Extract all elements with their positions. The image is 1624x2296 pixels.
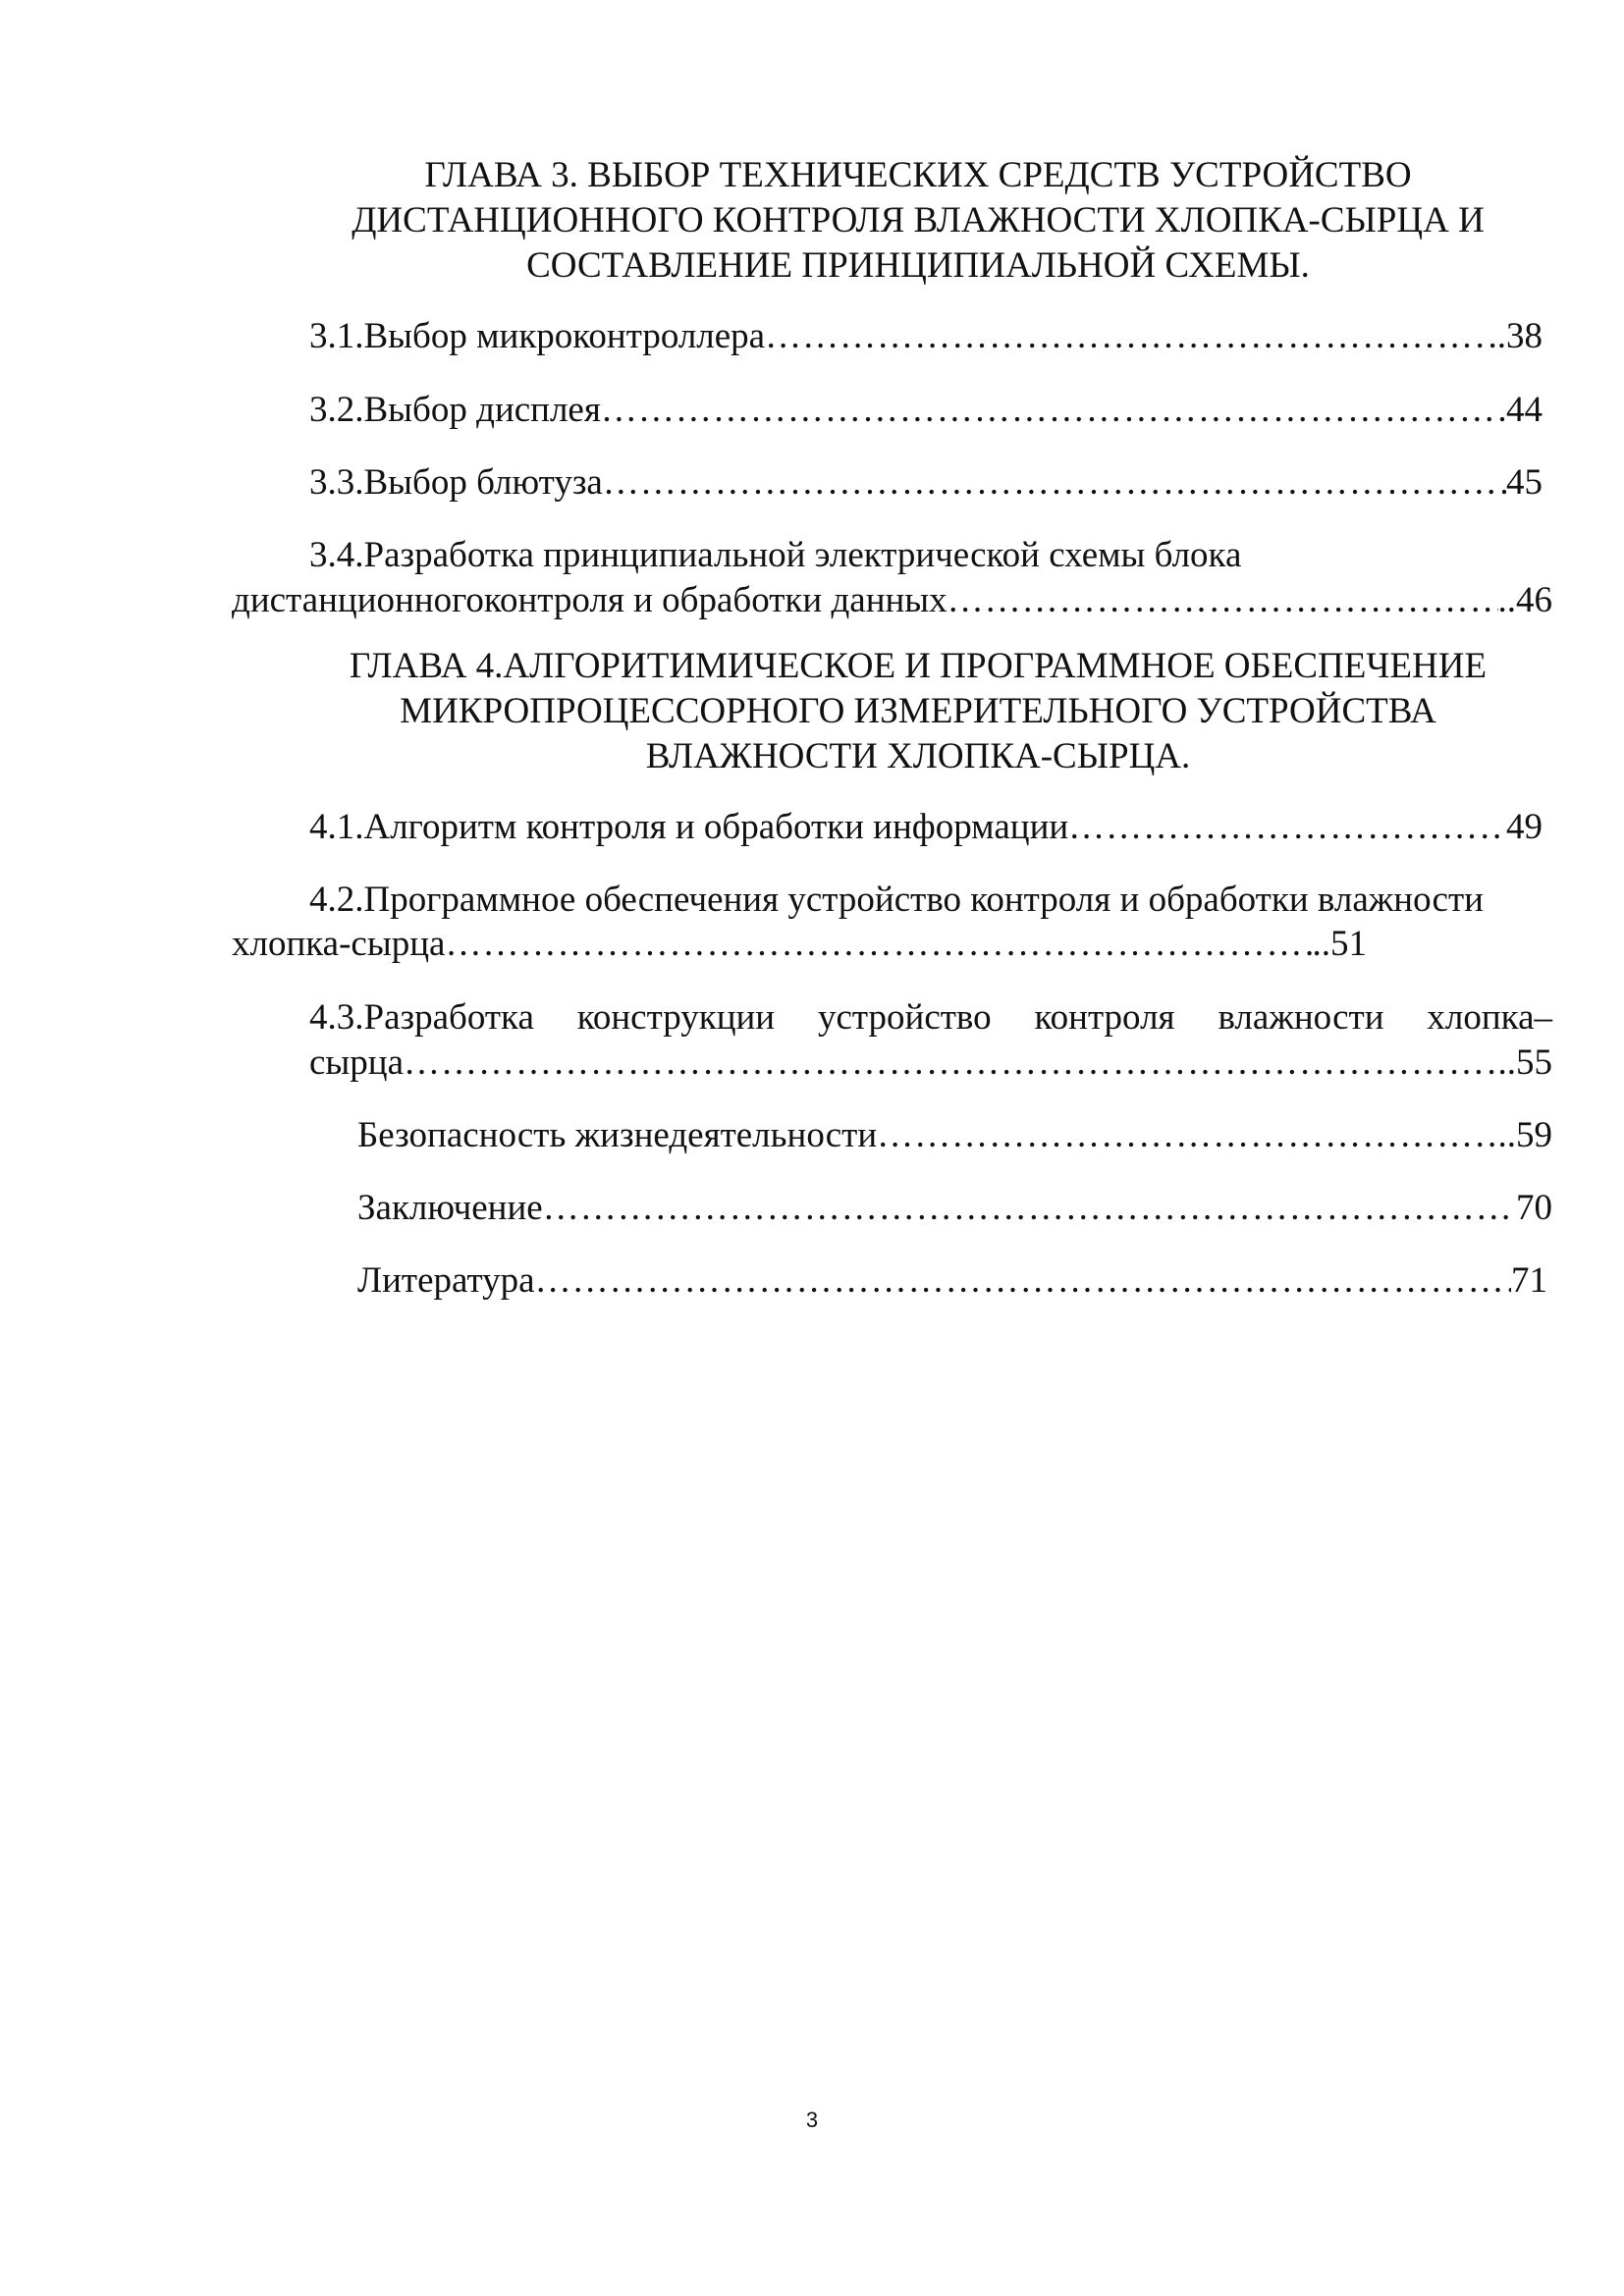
dot-leader: [445, 922, 1312, 967]
toc-page-number: 45: [1506, 462, 1543, 503]
toc-entry-literature[interactable]: [357, 1258, 1547, 1304]
toc-entry-text: 3.2.Выбор дисплея: [309, 390, 601, 430]
page-number: 3: [805, 2108, 819, 2132]
toc-entry-conclusion[interactable]: [357, 1186, 1552, 1231]
toc-entry-3-4-continuation[interactable]: [232, 578, 1552, 623]
toc-entry-text: Безопасность жизнедеятельности: [357, 1115, 878, 1155]
toc-page-number: 71: [1511, 1260, 1547, 1301]
toc-entry-3-2[interactable]: [309, 388, 1543, 433]
toc-entry-3-4[interactable]: 3.4.Разработка принципиальной электрической схемы блока: [309, 535, 1242, 575]
toc-page-number: ..59: [1497, 1115, 1552, 1155]
chapter-4-heading-line: ВЛАЖНОСТИ ХЛОПКА-СЫРЦА.: [645, 736, 1191, 776]
toc-entry-text: Заключение: [357, 1188, 543, 1228]
toc-entry-text: Литература: [357, 1260, 535, 1301]
toc-entry-3-3[interactable]: [309, 460, 1543, 506]
chapter-4-heading: [226, 644, 1610, 779]
chapter-3-heading-line: ДИСТАНЦИОННОГО КОНТРОЛЯ ВЛАЖНОСТИ ХЛОПКА-СЫРЦА И: [352, 200, 1485, 240]
chapter-3-heading-line: СОСТАВЛЕНИЕ ПРИНЦИПИАЛЬНОЙ СХЕМЫ.: [526, 245, 1310, 286]
toc-page-number: ..51: [1312, 924, 1367, 964]
toc-page-number: 70: [1516, 1188, 1552, 1228]
toc-entry-text: 4.1.Алгоритм контроля и обработки информации: [309, 807, 1069, 847]
dot-leader: [1068, 805, 1506, 850]
toc-entry-text: 3.1.Выбор микроконтроллера: [309, 316, 766, 356]
toc-entry-safety[interactable]: [357, 1113, 1552, 1158]
dot-leader: [603, 460, 1506, 506]
toc-page-number: ..55: [1497, 1042, 1552, 1083]
toc-entry-4-2-continuation[interactable]: [232, 922, 1367, 967]
toc-entry-text: 3.3.Выбор блютуза: [309, 462, 603, 503]
chapter-3-heading: [226, 153, 1610, 289]
chapter-3-heading-line: ГЛАВА 3. ВЫБОР ТЕХНИЧЕСКИХ СРЕДСТВ УСТРОЙСТВО: [424, 155, 1412, 195]
dot-leader: [404, 1041, 1497, 1086]
toc-entry-3-1[interactable]: [309, 314, 1543, 359]
toc-entry-text: хлопка-сырца: [232, 924, 446, 964]
toc-entry-4-1[interactable]: [309, 805, 1543, 850]
dot-leader: [543, 1186, 1516, 1231]
toc-page-number: ..38: [1488, 316, 1543, 356]
dot-leader: [947, 578, 1498, 623]
toc-page-number: ..46: [1497, 580, 1552, 620]
toc-entry-4-3[interactable]: 4.3.Разработка конструкции устройство контроля влажности хлопка–: [309, 997, 1552, 1038]
toc-page-number: 44: [1506, 390, 1543, 430]
dot-leader: [877, 1113, 1497, 1158]
chapter-4-heading-line: ГЛАВА 4.АЛГОРИТИМИЧЕСКОЕ И ПРОГРАММНОЕ ОБЕСПЕЧЕНИЕ: [349, 646, 1488, 686]
dot-leader: [535, 1258, 1511, 1304]
chapter-4-heading-line: МИКРОПРОЦЕССОРНОГО ИЗМЕРИТЕЛЬНОГО УСТРОЙСТВА: [400, 691, 1436, 731]
toc-page-number: 49: [1506, 807, 1543, 847]
toc-entry-text: сырца: [309, 1042, 405, 1083]
toc-entry-4-2[interactable]: 4.2.Программное обеспечения устройство контроля и обработки влажности: [309, 880, 1484, 920]
dot-leader: [765, 314, 1488, 359]
toc-entry-text: дистанционногоконтроля и обработки данных: [232, 580, 947, 620]
dot-leader: [601, 388, 1506, 433]
toc-entry-4-3-continuation[interactable]: [309, 1041, 1552, 1086]
